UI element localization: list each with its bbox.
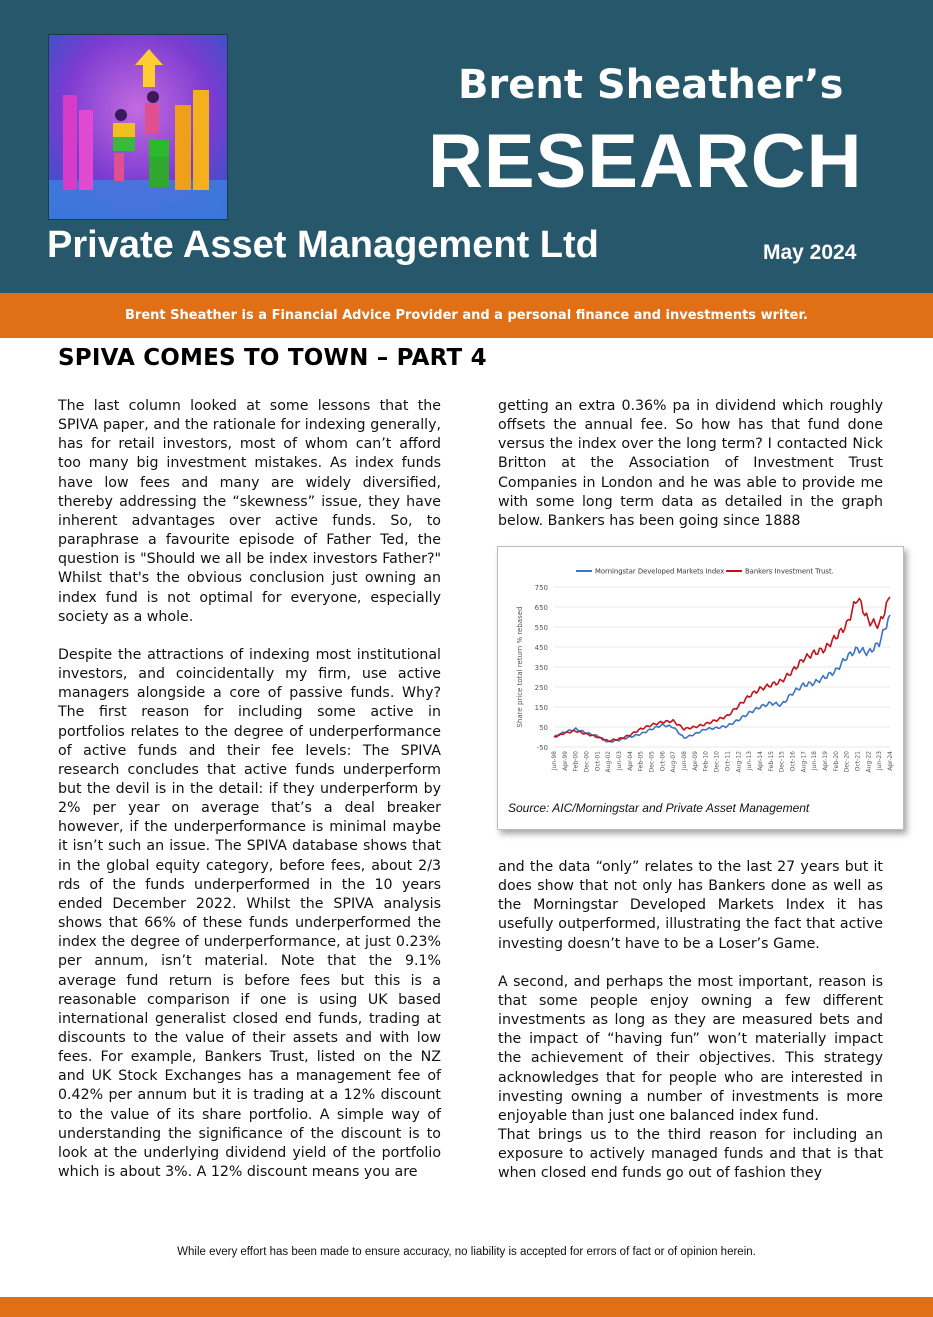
paragraph: That brings us to the third reason for including an exposure to actively managed funds and that is that when closed end funds go out of fashion they (498, 1127, 883, 1182)
issue-date: May 2024 (763, 241, 857, 264)
company-name: Private Asset Management Ltd (47, 224, 599, 266)
performance-line-chart (498, 547, 903, 829)
x-tick-label: Dec-20 (843, 751, 851, 773)
legend-label: Morningstar Developed Markets Index (595, 567, 725, 576)
article-column-right-bottom (498, 858, 883, 1184)
x-tick-label: Dec-05 (648, 751, 656, 773)
y-axis-label: Share price total return % rebased (516, 606, 524, 728)
y-tick-label: 350 (534, 664, 548, 672)
x-tick-label: Oct-16 (789, 751, 797, 772)
x-tick-label: Apr-09 (691, 751, 699, 771)
x-tick-label: Apr-14 (756, 751, 764, 771)
y-tick-label: 450 (534, 644, 548, 652)
article-title: SPIVA COMES TO TOWN – PART 4 (58, 345, 487, 371)
x-tick-label: Jun-08 (681, 751, 689, 771)
x-tick-label: Aug-22 (865, 751, 873, 773)
masthead (0, 0, 933, 293)
x-tick-label: Feb-10 (702, 751, 710, 772)
y-tick-label: 150 (534, 704, 548, 712)
stacked-bars-people-artwork-icon (48, 34, 228, 220)
paragraph: getting an extra 0.36% pa in dividend which roughly offsets the annual fee. So how has that fund done versus the index over the long term? I contacted Nick Britton at the Association of Investment Trust Companies in London and he was able to provide me with some long term data as detailed in the graph below. Bankers has been going since 1888 (498, 398, 883, 529)
x-tick-label: Oct-11 (724, 751, 732, 772)
x-tick-label: Feb-00 (572, 751, 580, 772)
x-tick-label: Jun-13 (746, 751, 754, 771)
y-tick-label: 750 (534, 584, 548, 592)
x-tick-label: Aug-02 (605, 751, 613, 773)
y-tick-label: 250 (534, 684, 548, 692)
figure-caption: Source: AIC/Morningstar and Private Asset Management (508, 801, 810, 815)
paragraph: Despite the attractions of indexing most institutional investors, and coincidentally my firm, use active managers alongside a core of passive funds. Why? The first reason for including some active in portfolios relates to the degree of underperformance of active funds and their fee levels: The SPIVA research concludes that active funds underperform but the devil is in the detail: if they underperform by 2% per year on average that’s a deal breaker however, if the underperformance is minimal maybe it isn’t such an issue. The SPIVA database shows that in the global equity category, before fees, about 2/3 rds of the funds underperformed in the 10 years ended December 2022. Whilst the SPIVA analysis shows that 66% of these funds underperformed the index the degree of underperformance, at just 0.23% per annum, isn’t material. Note that the 9.1% average fund return is before fees but this is a reasonable comparison if one is using UK based international generalist closed end funds, trading at discounts to the value of their assets and with low fees. For example, Bankers Trust, listed on the NZ and UK Stock Exchanges has a management fee of 0.42% per annum but it is trading at a 12% discount to the value of its share portfolio. A simple way of understanding the significance of the discount is to look at the underlying dividend yield of the portfolio which is about 3%. A 12% discount means you are (58, 646, 441, 1181)
x-tick-label: Jun-03 (616, 751, 624, 771)
paragraph: A second, and perhaps the most important, reason is that some people enjoy owning a few different investments as long as they are measured bets and the impact of “having fun” won’t materially impact the achievement of their objectives. This strategy acknowledges that for people who are interested in investing owning a number of investments is more enjoyable than just one balanced index fund. (498, 973, 883, 1124)
x-tick-label: Apr-24 (887, 751, 894, 771)
x-tick-label: Oct-21 (854, 751, 862, 772)
x-tick-label: Feb-20 (832, 751, 840, 772)
x-tick-label: Dec-15 (778, 751, 786, 773)
performance-chart-figure (497, 546, 904, 830)
x-tick-label: Aug-12 (735, 751, 743, 773)
x-tick-label: Aug-17 (800, 751, 808, 773)
article-column-right-top (498, 397, 883, 531)
brand-name: Brent Sheather’s (458, 62, 844, 108)
x-tick-label: Oct-06 (659, 751, 667, 772)
x-tick-label: Jun-98 (551, 751, 558, 771)
author-banner: Brent Sheather is a Financial Advice Provider and a personal finance and investments writer. (0, 293, 933, 338)
footer-bar (0, 1297, 933, 1317)
brand-research-title: RESEARCH (428, 119, 863, 204)
series-line-morningstar (554, 615, 890, 742)
x-tick-label: Aug-07 (670, 751, 678, 773)
legend-label: Bankers Investment Trust. (745, 567, 834, 576)
x-tick-label: Dec-10 (713, 751, 721, 773)
article-column-left (58, 397, 441, 1182)
paragraph: The last column looked at some lessons that the SPIVA paper, and the rationale for indexing generally, has for retail investors, most of whom can’t afford too many big investment mistakes. As index funds have low fees and many are widely diversified, thereby addressing the “skewness” issue, they have inherent advantages over active funds. So, to paraphrase a favourite episode of Father Ted, the question is "Should we all be index investors Father?" Whilst that's the obvious conclusion just owning an index fund is not optimal for everyone, especially society as a whole. (58, 398, 441, 625)
x-tick-label: Oct-01 (594, 751, 602, 772)
x-tick-label: Apr-04 (626, 751, 634, 771)
x-tick-label: Feb-05 (637, 751, 645, 772)
y-tick-label: 650 (534, 604, 548, 612)
x-tick-label: Jun-18 (811, 751, 819, 771)
paragraph: and the data “only” relates to the last 27 years but it does show that not only has Bankers done as well as the Morningstar Developed Markets Index it has usefully outperformed, illustrating the fact that active investing doesn’t have to be a Loser’s Game. (498, 859, 883, 952)
y-tick-label: 50 (539, 724, 548, 732)
y-tick-label: -50 (536, 744, 548, 752)
x-tick-label: Apr-99 (561, 751, 569, 771)
footer-disclaimer: While every effort has been made to ensure accuracy, no liability is accepted for errors of fact or of opinion herein. (177, 1246, 756, 1258)
x-tick-label: Jun-23 (876, 751, 884, 771)
x-tick-label: Dec-00 (583, 751, 591, 773)
x-tick-label: Feb-15 (767, 751, 775, 772)
x-tick-label: Apr-19 (821, 751, 829, 771)
y-tick-label: 550 (534, 624, 548, 632)
